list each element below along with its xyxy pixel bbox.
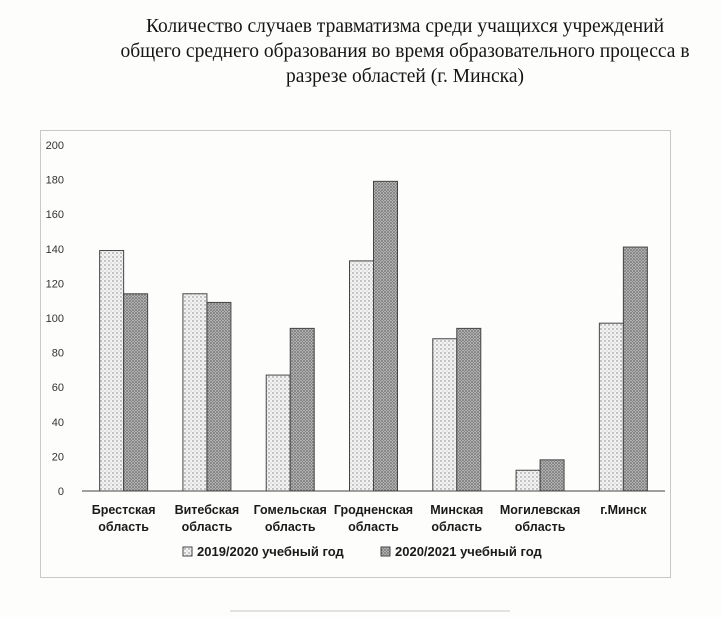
chart-title-line-3: разрезе областей (г. Минска) (286, 66, 524, 87)
x-category-label: Гомельская (253, 503, 327, 517)
legend (183, 544, 542, 559)
y-tick-label: 60 (51, 382, 64, 395)
x-category-label: область (181, 520, 233, 534)
bar-2019-2020-1 (183, 294, 207, 491)
bar-2019-2020-3 (350, 261, 374, 491)
chart-title-line-1: Количество случаев травматизма среди учащихся учреждений (145, 16, 665, 37)
y-tick-label: 80 (51, 347, 64, 360)
bar-2019-2020-2 (266, 375, 290, 491)
bar-2020-2021-2 (290, 328, 314, 491)
x-category-label: область (431, 520, 483, 534)
y-tick-label: 180 (45, 174, 64, 187)
x-category-label: область (348, 520, 399, 534)
bars (100, 181, 648, 491)
bar-2020-2021-3 (374, 181, 398, 491)
legend-label-0: 2019/2020 учебный год (197, 544, 344, 559)
bar-2020-2021-1 (207, 302, 231, 491)
y-tick-label: 120 (45, 278, 64, 291)
x-category-label: Гродненская (333, 503, 414, 517)
bar-2020-2021-4 (457, 328, 481, 491)
legend-swatch-1 (381, 547, 390, 556)
scan-artifact-line (230, 610, 510, 612)
bar-2020-2021-6 (623, 247, 647, 491)
x-category-label: область (514, 520, 566, 534)
bar-2019-2020-5 (516, 470, 540, 491)
legend-label-1: 2020/2021 учебный год (395, 544, 542, 559)
chart-title-line-2: общего среднего образования во время образовательного процесса в (120, 41, 690, 62)
x-category-label: Витебская (174, 503, 240, 517)
x-category-label: область (264, 520, 316, 534)
y-tick-label: 160 (45, 209, 64, 222)
x-axis-labels (92, 503, 647, 534)
bar-2020-2021-5 (540, 460, 564, 491)
y-tick-label: 100 (45, 313, 64, 325)
bar-2019-2020-4 (433, 339, 457, 491)
x-category-label: Могилевская (499, 503, 581, 517)
x-category-label: Минская (430, 503, 484, 517)
bar-2019-2020-6 (599, 323, 623, 491)
bar-2019-2020-0 (100, 251, 124, 491)
y-tick-label: 40 (51, 416, 64, 429)
x-category-label: область (98, 520, 149, 534)
y-tick-label: 20 (51, 451, 64, 464)
y-tick-label: 140 (45, 243, 64, 256)
y-tick-label: 200 (45, 140, 64, 152)
bar-2020-2021-0 (124, 294, 148, 491)
y-tick-label: 0 (57, 486, 64, 498)
legend-swatch-0 (183, 547, 192, 556)
x-category-label: Брестская (91, 503, 156, 517)
x-category-label: г.Минск (600, 503, 647, 517)
